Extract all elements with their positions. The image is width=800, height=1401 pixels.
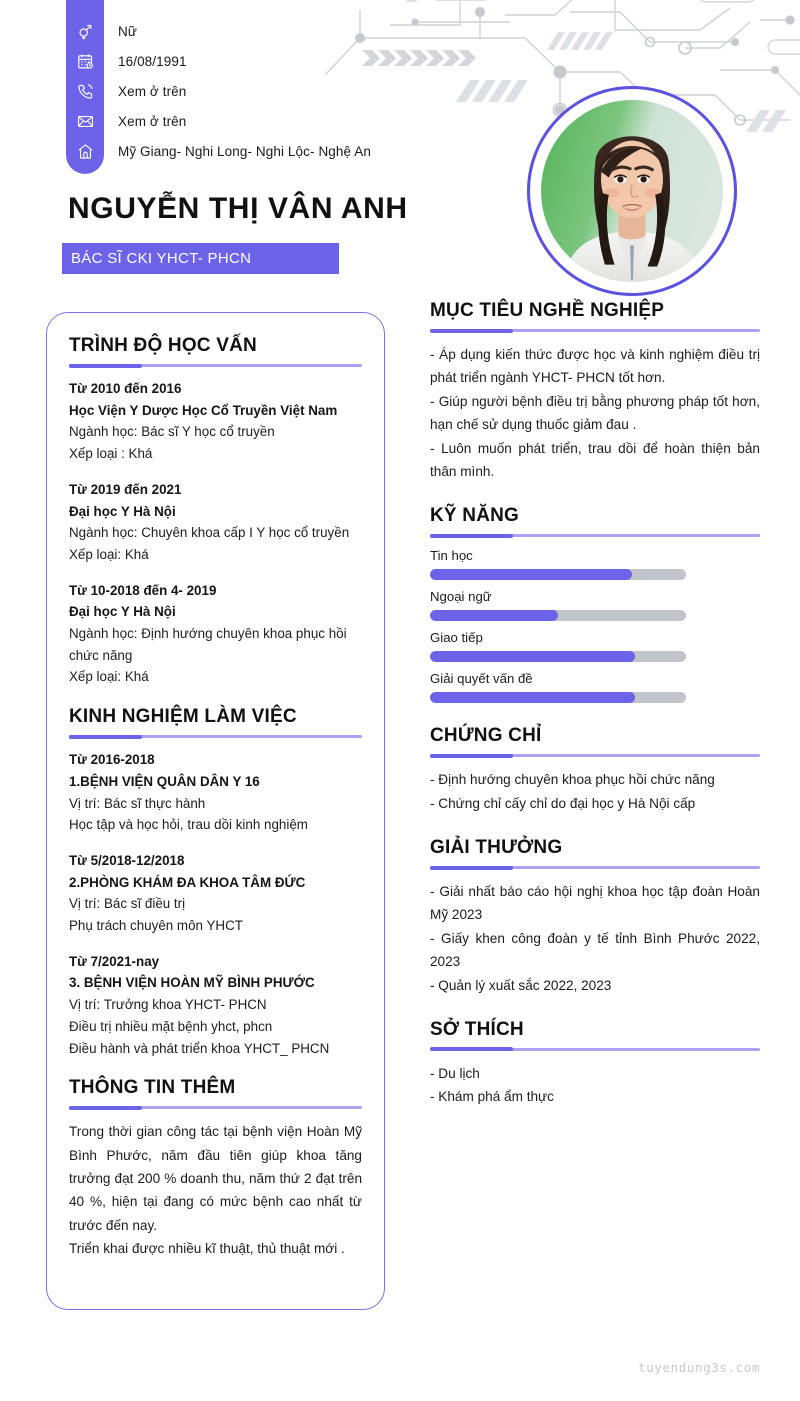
section-rule (430, 1048, 760, 1051)
section-hobbies (430, 1019, 760, 1109)
section-awards (430, 837, 760, 997)
objective-item: - Luôn muốn phát triển, trau dồi để hoàn thiện bản thân mình. (430, 440, 760, 479)
section-rule (69, 1106, 362, 1109)
education-entry (69, 580, 362, 689)
contact-value-birthday: 16/08/1991 (118, 53, 187, 69)
section-objective (430, 300, 760, 483)
experience-detail: Điều trị nhiều mặt bệnh yhct, phcn (69, 1018, 273, 1034)
section-title-education: TRÌNH ĐỘ HỌC VẤN (69, 335, 257, 356)
skill-item (430, 630, 760, 662)
additional-info-paragraph: Trong thời gian công tác tại bệnh viện Hoàn Mỹ Bình Phước, năm đầu tiên giúp khoa tăng trưởng đạt 200 % doanh thu, năm thứ 2 đạt trên 40 %, hiện tại đang có mức bệnh cao nhất từ trước đến nay. (69, 1124, 362, 1233)
skill-label: Giao tiếp (430, 630, 483, 646)
avatar (527, 86, 737, 296)
section-additional-info (69, 1077, 362, 1260)
certificate-item: - Định hướng chuyên khoa phục hồi chức năng (430, 772, 715, 788)
objective-item: - Giúp người bệnh điều trị bằng phương pháp tốt hơn, hạn chế sử dụng thuốc giảm đau . (430, 393, 760, 433)
section-rule (430, 329, 760, 332)
experience-entry (69, 850, 362, 937)
contact-row-phone (66, 76, 486, 106)
section-title-skills: KỸ NĂNG (430, 505, 520, 527)
experience-detail: Vị trí: Bác sĩ điều trị (69, 896, 186, 912)
skill-label: Ngoại ngữ (430, 589, 492, 605)
skill-progress-fill (430, 692, 635, 703)
contact-row-birthday (66, 46, 486, 76)
education-grade: Xếp loại: Khá (69, 546, 149, 562)
experience-period: Từ 2016-2018 (69, 752, 155, 768)
experience-detail: Vị trí: Trưởng khoa YHCT- PHCN (69, 997, 267, 1013)
contact-value-address: Mỹ Giang- Nghi Long- Nghi Lộc- Nghệ An (118, 143, 371, 159)
skill-progress-track (430, 692, 686, 703)
contact-row-email (66, 106, 486, 136)
gender-icon (66, 23, 104, 40)
phone-icon (66, 83, 104, 100)
skill-progress-track (430, 569, 686, 580)
education-period: Từ 2019 đến 2021 (69, 481, 182, 497)
experience-detail: Điều hành và phát triển khoa YHCT_ PHCN (69, 1040, 330, 1056)
section-title-objective: MỤC TIÊU NGHỀ NGHIỆP (430, 300, 665, 321)
section-experience (69, 706, 362, 1059)
experience-detail: Vị trí: Bác sĩ thực hành (69, 795, 206, 811)
job-title-banner (62, 243, 339, 274)
section-rule (430, 534, 760, 537)
contact-row-address (66, 136, 486, 166)
experience-period: Từ 5/2018-12/2018 (69, 852, 185, 868)
email-icon (66, 113, 104, 130)
skill-progress-fill (430, 610, 558, 621)
avatar-image (541, 100, 723, 282)
skill-progress-fill (430, 569, 632, 580)
skill-label: Tin học (430, 548, 473, 564)
skill-progress-fill (430, 651, 635, 662)
experience-org: 3. BỆNH VIỆN HOÀN MỸ BÌNH PHƯỚC (69, 975, 315, 991)
education-school: Đại học Y Hà Nội (69, 604, 176, 620)
section-rule (430, 754, 760, 757)
section-title-additional-info: THÔNG TIN THÊM (69, 1077, 236, 1099)
education-school: Học Viện Y Dược Học Cổ Truyền Việt Nam (69, 402, 338, 418)
right-column (430, 300, 760, 1131)
home-icon (66, 143, 104, 160)
experience-detail: Học tập và học hỏi, trau dồi kinh nghiệm (69, 817, 308, 833)
objective-item: - Áp dụng kiến thức được học và kinh nghiệm điều trị phát triển ngành YHCT- PHCN tốt hơn. (430, 347, 760, 386)
award-item: - Giải nhất báo cáo hội nghị khoa học tập đoàn Hoàn Mỹ 2023 (430, 884, 760, 923)
contact-list (66, 16, 486, 166)
section-title-certificates: CHỨNG CHỈ (430, 725, 542, 747)
section-rule (430, 866, 760, 869)
additional-info-line: Triển khai được nhiều kĩ thuật, thủ thuật mới . (69, 1241, 345, 1257)
skill-item (430, 589, 760, 621)
section-education (69, 335, 362, 688)
section-title-experience: KINH NGHIỆM LÀM VIỆC (69, 706, 297, 728)
section-skills (430, 505, 760, 703)
skill-label: Giải quyết vấn đề (430, 671, 533, 687)
job-title-label: BÁC SĨ CKI YHCT- PHCN (71, 250, 252, 267)
experience-entry (69, 951, 362, 1060)
skill-progress-track (430, 610, 686, 621)
education-entry (69, 378, 362, 465)
hobby-item: - Khám phá ẩm thực (430, 1089, 554, 1105)
education-grade: Xếp loại : Khá (69, 446, 153, 462)
education-major: Ngành học: Bác sĩ Y học cổ truyền (69, 424, 275, 440)
education-period: Từ 10-2018 đến 4- 2019 (69, 582, 217, 598)
section-title-hobbies: SỞ THÍCH (430, 1018, 524, 1040)
education-school: Đại học Y Hà Nội (69, 503, 176, 519)
education-entry (69, 479, 362, 566)
skill-progress-track (430, 651, 686, 662)
section-rule (69, 364, 362, 367)
education-period: Từ 2010 đến 2016 (69, 381, 182, 396)
contact-row-gender (66, 16, 486, 46)
contact-value-gender: Nữ (118, 23, 137, 39)
calendar-icon (66, 53, 104, 70)
education-grade: Xếp loại: Khá (69, 669, 149, 685)
experience-org: 1.BỆNH VIỆN QUÂN DÂN Y 16 (69, 773, 260, 789)
award-item: - Quản lý xuất sắc 2022, 2023 (430, 977, 612, 993)
section-certificates (430, 725, 760, 815)
education-major: Ngành học: Định hướng chuyên khoa phục hồi chức năng (69, 626, 347, 663)
contact-value-phone: Xem ở trên (118, 83, 187, 99)
experience-detail: Phụ trách chuyên môn YHCT (69, 918, 243, 934)
watermark: tuyendung3s.com (638, 1360, 760, 1375)
section-title-awards: GIẢI THƯỞNG (430, 837, 563, 858)
skill-item (430, 671, 760, 703)
education-major: Ngành học: Chuyên khoa cấp I Y học cổ truyền (69, 525, 350, 541)
left-card (46, 312, 385, 1310)
section-rule (69, 735, 362, 738)
experience-period: Từ 7/2021-nay (69, 953, 160, 969)
experience-entry (69, 749, 362, 836)
award-item: - Giấy khen công đoàn y tế tỉnh Bình Phước 2022, 2023 (430, 930, 760, 970)
experience-org: 2.PHÒNG KHÁM ĐA KHOA TÂM ĐỨC (69, 874, 306, 890)
contact-value-email: Xem ở trên (118, 113, 187, 129)
skill-item (430, 548, 760, 580)
page-title: NGUYỄN THỊ VÂN ANH (68, 192, 408, 225)
hobby-item: - Du lịch (430, 1065, 480, 1081)
certificate-item: - Chứng chỉ cấy chỉ do đại học y Hà Nội cấp (430, 795, 696, 811)
